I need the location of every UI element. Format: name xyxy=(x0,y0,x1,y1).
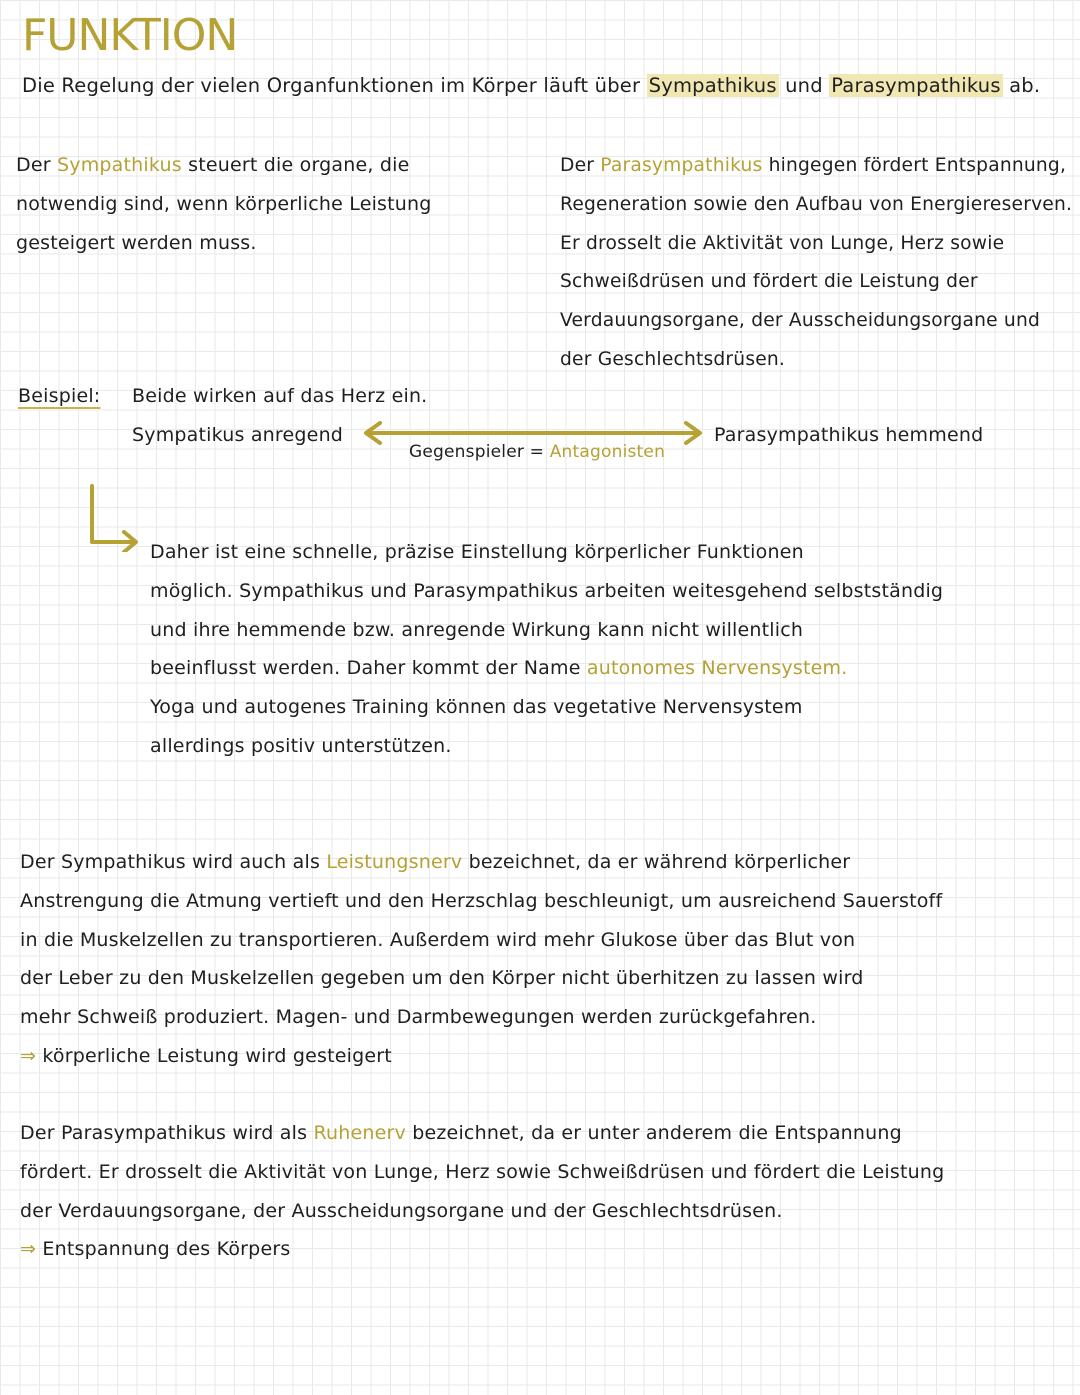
para-ruhenerv: Ruhenerv xyxy=(313,1122,406,1144)
intro-parasympathikus: Parasympathikus xyxy=(831,74,1001,97)
symp-leistungsnerv: Leistungsnerv xyxy=(326,851,463,873)
symp-line1-c: bezeichnet, da er während körperlicher xyxy=(468,851,851,873)
right-line4: Schweißdrüsen und fördert die Leistung der xyxy=(560,270,978,293)
para-line1-a: Der Parasympathikus wird als xyxy=(20,1122,308,1144)
conclusion-line3: und ihre hemmende bzw. anregende Wirkung kann nicht willentlich xyxy=(150,618,804,641)
intro-end: ab. xyxy=(1009,74,1041,97)
conclusion-line6: allerdings positiv unterstützen. xyxy=(150,734,452,757)
symp-line4: der Leber zu den Muskelzellen gegeben um den Körper nicht überhitzen zu lassen wird xyxy=(20,967,864,990)
page-title: FUNKTION xyxy=(22,10,238,61)
right-line6: der Geschlechtsdrüsen. xyxy=(560,347,786,370)
conclusion-line1: Daher ist eine schnelle, präzise Einstellung körperlicher Funktionen xyxy=(150,541,804,563)
para-line2: fördert. Er drosselt die Aktivität von Lunge, Herz sowie Schweißdrüsen und fördert die Leistung xyxy=(20,1160,945,1183)
symp-result-arrow-icon: ⇒ xyxy=(20,1044,37,1067)
right-line1-parasympathikus: Parasympathikus xyxy=(600,154,763,176)
sympathikus-summary xyxy=(16,146,432,262)
intro-part1: Die Regelung der vielen Organfunktionen im Körper läuft über xyxy=(22,74,641,97)
symp-line3: in die Muskelzellen zu transportieren. Außerdem wird mehr Glukose über das Blut von xyxy=(20,928,856,951)
arrow-label-gegenspieler: Gegenspieler = xyxy=(409,442,545,462)
intro-sympathikus: Sympathikus xyxy=(648,74,777,97)
para-result: Entspannung des Körpers xyxy=(42,1238,291,1261)
intro-text xyxy=(22,74,1040,97)
left-line2: notwendig sind, wenn körperliche Leistung xyxy=(16,192,432,215)
symp-line5: mehr Schweiß produziert. Magen- und Darmbewegungen werden zurückgefahren. xyxy=(20,1006,817,1029)
parasympathikus-summary xyxy=(560,146,1072,379)
bent-arrow-icon xyxy=(84,482,144,552)
example-right: Parasympathikus hemmend xyxy=(714,424,984,446)
arrow-label-antagonisten: Antagonisten xyxy=(549,442,666,462)
left-line1-a: Der xyxy=(16,154,51,176)
left-line3: gesteigert werden muss. xyxy=(16,231,257,254)
right-line1-a: Der xyxy=(560,154,595,176)
para-result-arrow-icon: ⇒ xyxy=(20,1238,37,1261)
parasympathikus-paragraph xyxy=(20,1114,944,1269)
example-line1: Beide wirken auf das Herz ein. xyxy=(132,385,428,407)
left-line1-b: steuert die organe, die xyxy=(188,154,410,176)
conclusion-line4-autonomes: autonomes Nervensystem. xyxy=(586,657,848,680)
intro-und: und xyxy=(785,74,823,97)
para-line1-c: bezeichnet, da er unter anderem die Entspannung xyxy=(412,1122,902,1144)
example-left: Sympatikus anregend xyxy=(132,424,344,446)
symp-line2: Anstrengung die Atmung vertieft und den Herzschlag beschleunigt, um ausreichend Sauerstoff xyxy=(20,889,943,912)
symp-line1-a: Der Sympathikus wird auch als xyxy=(20,851,321,873)
sympathikus-paragraph xyxy=(20,843,942,1076)
conclusion-text xyxy=(150,533,943,766)
example-label: Beispiel: xyxy=(18,385,101,407)
para-line3: der Verdauungsorgane, der Ausscheidungsorgane und der Geschlechtsdrüsen. xyxy=(20,1199,783,1222)
conclusion-line2: möglich. Sympathikus und Parasympathikus arbeiten weitesgehend selbstständig xyxy=(150,579,944,602)
conclusion-line4-a: beeinflusst werden. Daher kommt der Name xyxy=(150,657,581,680)
arrow-label xyxy=(409,442,665,462)
conclusion-line5: Yoga und autogenes Training können das vegetative Nervensystem xyxy=(150,696,803,719)
right-line1-b: hingegen fördert Entspannung, xyxy=(768,154,1067,176)
right-line2: Regeneration sowie den Aufbau von Energiereserven. xyxy=(560,192,1073,215)
right-line5: Verdauungsorgane, der Ausscheidungsorgane und xyxy=(560,309,1041,332)
symp-result: körperliche Leistung wird gesteigert xyxy=(42,1044,392,1067)
right-line3: Er drosselt die Aktivität von Lunge, Herz sowie xyxy=(560,231,1005,254)
left-line1-sympathikus: Sympathikus xyxy=(56,154,182,176)
